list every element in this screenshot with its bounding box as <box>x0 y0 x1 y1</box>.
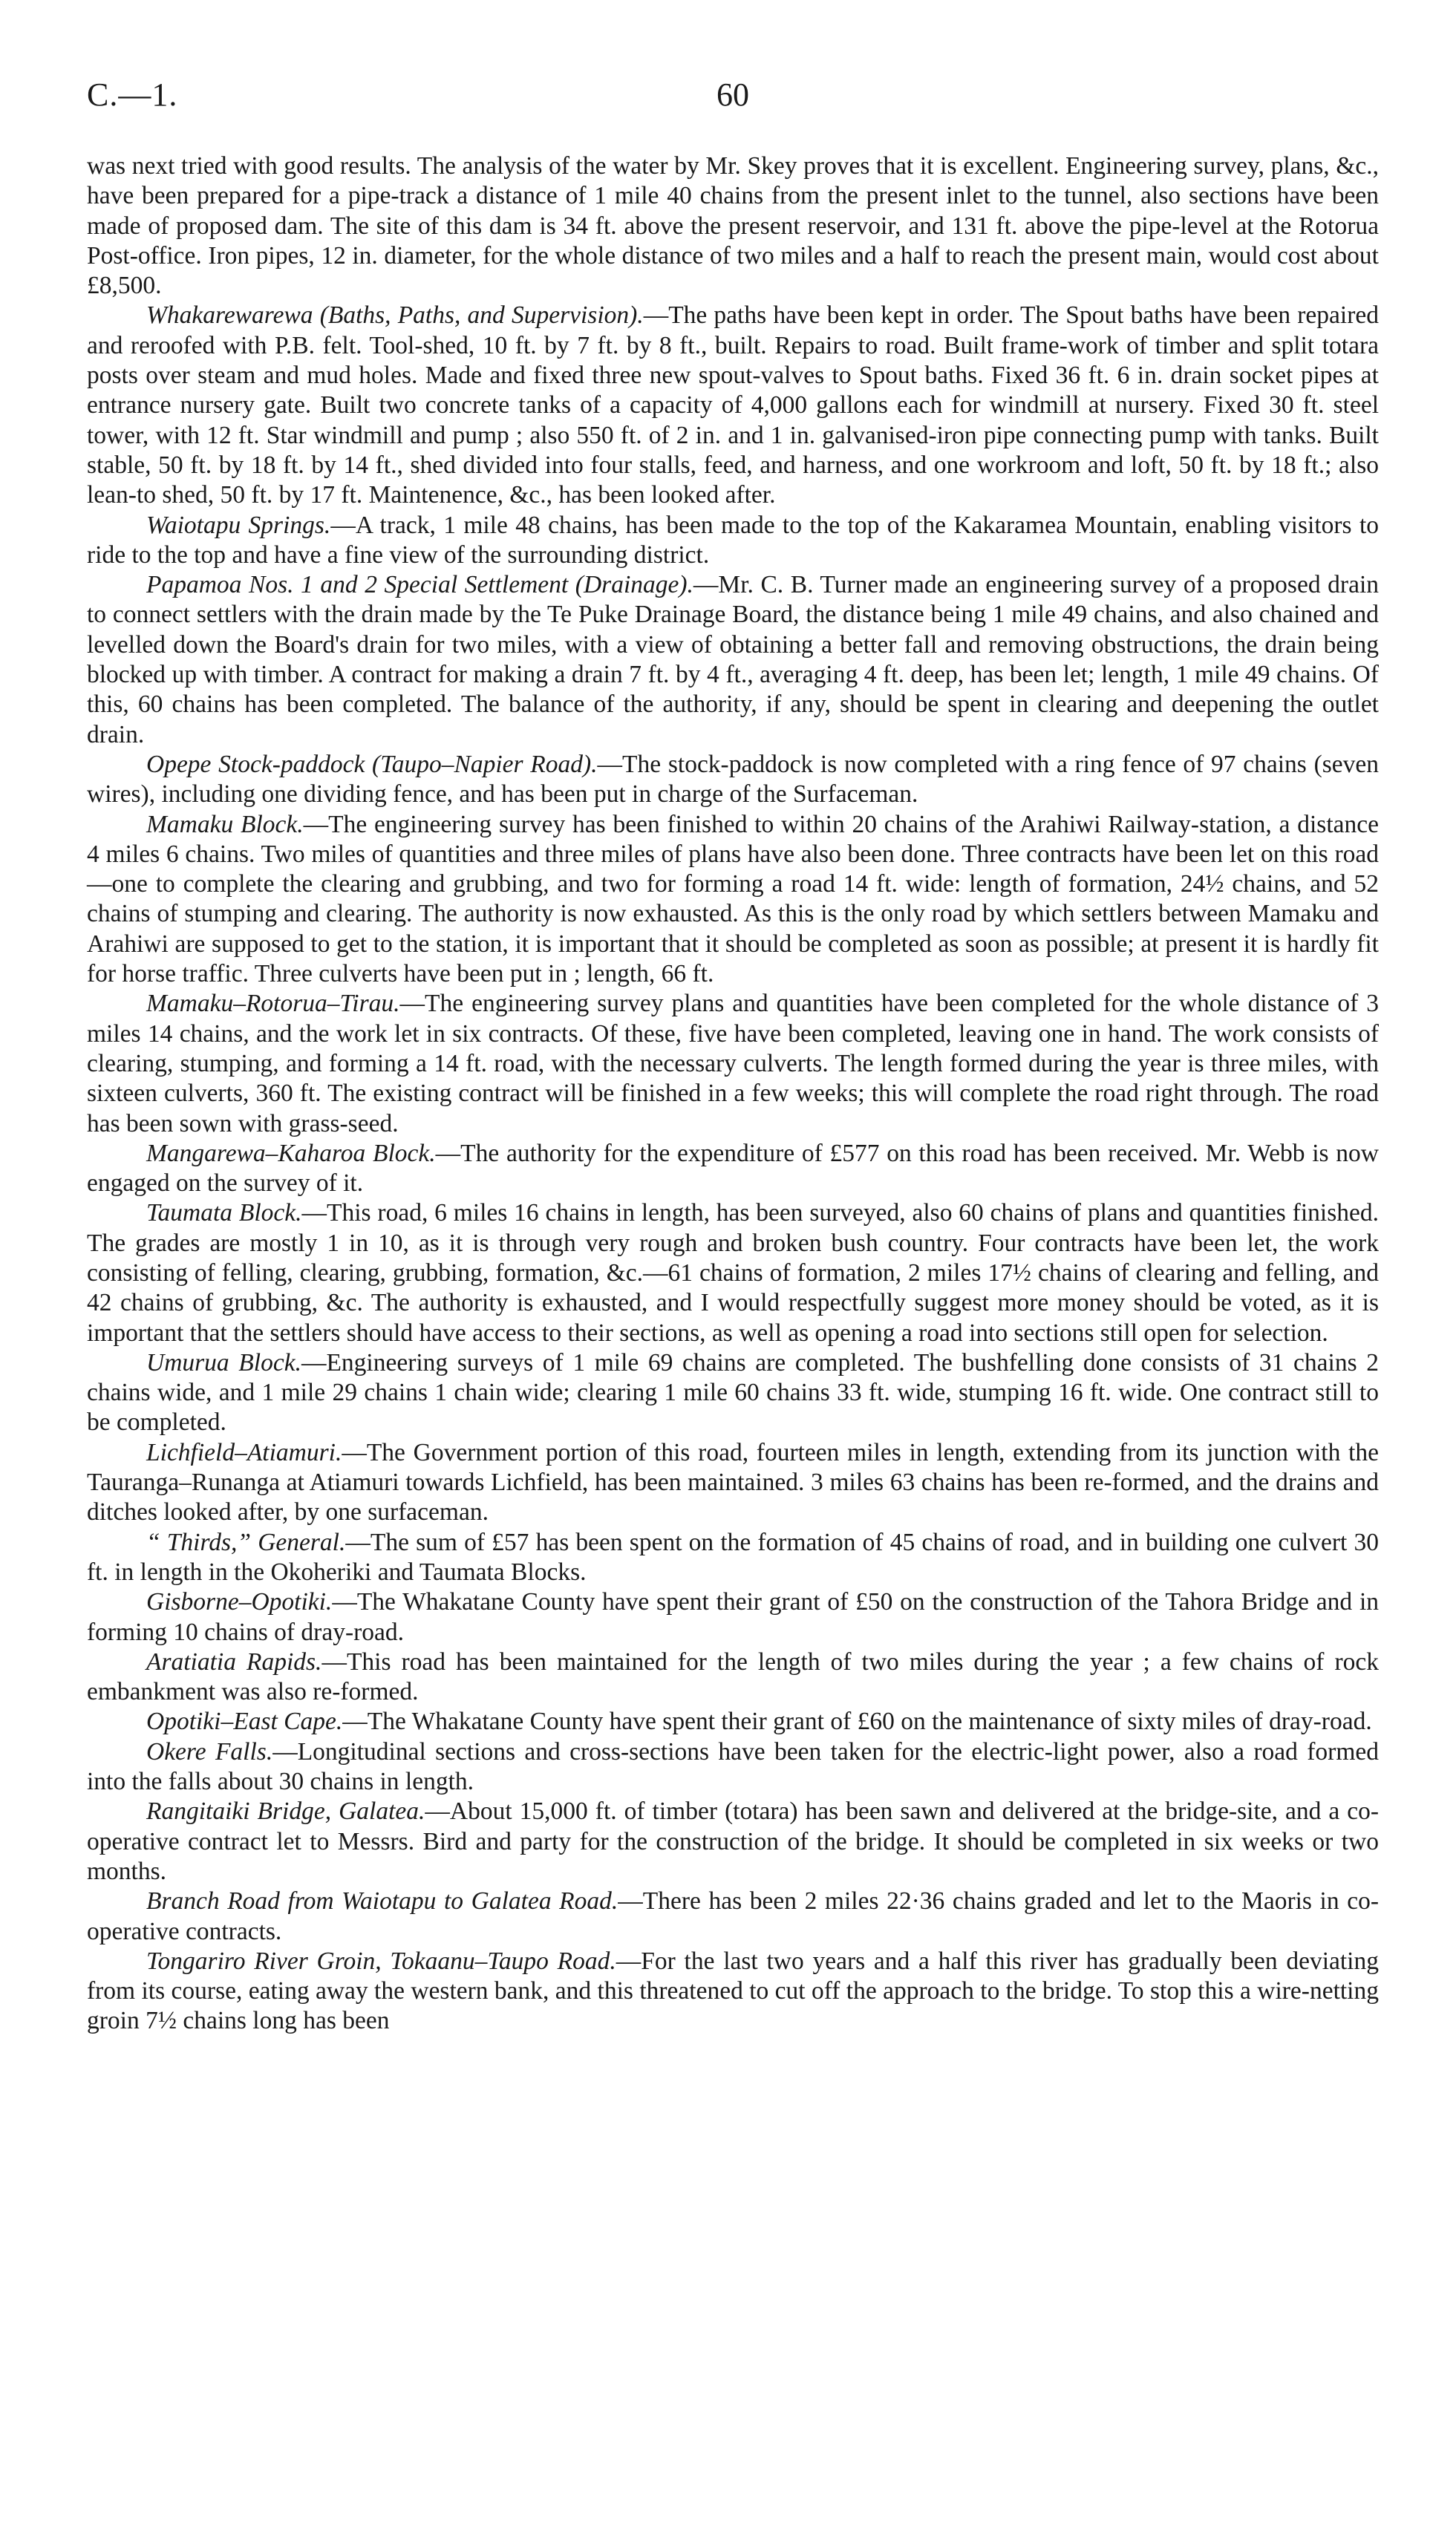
section-heading: Taumata Block. <box>146 1199 302 1227</box>
body-text <box>87 151 1379 2037</box>
paragraph-text: —About 15,000 ft. of timber (totara) has been sawn and delivered at the bridge-site, and a co-operative contract let to Messrs. Bird and party for the construction of the bridge. It should be completed in six weeks or two months. <box>87 1797 1380 1885</box>
paragraph-continuation <box>87 151 1379 301</box>
paragraph-aratiatia-rapids <box>87 1648 1379 1708</box>
paragraph-text: —The paths have been kept in order. The Spout baths have been repaired and reroofed with P.B. felt. Tool-shed, 10 ft. by 7 ft. by 8 ft., built. Repairs to road. Built frame-work of timber and split totara posts over steam and mud holes. Made and fixed three new spout-valves to Spout baths. Fixed 36 ft. 6 in. drain socket pipes at entrance nursery gate. Built two concrete tanks of a capacity of 4,000 gallons each for windmill at nursery. Fixed 30 ft. steel tower, with 12 ft. Star windmill and pump ; also 550 ft. of 2 in. and 1 in. galvanised-iron pipe connecting pump with tanks. Built stable, 50 ft. by 18 ft. by 14 ft., shed divided into four stalls, feed, and harness, and one workroom and loft, 50 ft. by 18 ft.; also lean-to shed, 50 ft. by 17 ft. Maintenence, &c., has been looked after. <box>87 301 1379 509</box>
paragraph-rangitaiki-bridge <box>87 1797 1379 1887</box>
paragraph-opepe <box>87 750 1379 810</box>
paragraph-text: —The Whakatane County have spent their grant of £60 on the maintenance of sixty miles of dray-road. <box>342 1708 1372 1736</box>
paragraph-thirds-general <box>87 1528 1379 1588</box>
paragraph-text: —For the last two years and a half this river has gradually been deviating from its course, eating away the western bank, and this threatened to cut off the approach to the bridge. To stop this a wire-netting groin 7½ chains long has been <box>87 1947 1379 2035</box>
section-heading: Lichfield–Atiamuri. <box>146 1438 342 1466</box>
paragraph-text: —A track, 1 mile 48 chains, has been made to the top of the Kakaramea Mountain, enabling visitors to ride to the top and have a fine view of the surrounding district. <box>87 511 1379 569</box>
section-heading: Mamaku–Rotorua–Tirau. <box>146 990 400 1018</box>
paragraph-okere-falls <box>87 1737 1379 1797</box>
paragraph-text: —This road has been maintained for the length of two miles during the year ; a few chains of rock embankment was also re-formed. <box>87 1648 1379 1706</box>
section-heading: Waiotapu Springs. <box>146 511 331 539</box>
paragraph-text: —The Whakatane County have spent their grant of £50 on the construction of the Tahora Bridge and in forming 10 chains of dray-road. <box>87 1588 1379 1646</box>
section-heading: Opotiki–East Cape. <box>146 1708 343 1736</box>
section-heading: Okere Falls. <box>146 1737 273 1766</box>
paragraph-text: —Longitudinal sections and cross-sections have been taken for the electric-light power, also a road formed into the falls about 30 chains in length. <box>87 1737 1379 1796</box>
paragraph-taumata-block <box>87 1198 1379 1348</box>
paragraph-umurua-block <box>87 1348 1379 1438</box>
page-number: 60 <box>716 76 749 113</box>
document-reference: C.—1. <box>87 76 178 113</box>
paragraph-whakarewarewa <box>87 301 1379 510</box>
paragraph-text: —The sum of £57 has been spent on the formation of 45 chains of road, and in building one culvert 30 ft. in length in the Okoheriki and Taumata Blocks. <box>87 1528 1379 1586</box>
paragraph-branch-road <box>87 1887 1379 1947</box>
section-heading: Whakarewarewa (Baths, Paths, and Supervision). <box>146 301 644 330</box>
paragraph-text: —The engineering survey plans and quantities have been completed for the whole distance of 3 miles 14 chains, and the work let in six contracts. Of these, five have been completed, leaving one in hand. The work consists of clearing, stumping, and forming a 14 ft. road, with the necessary culverts. The length formed during the year is three miles, with sixteen culverts, 360 ft. The existing contract will be finished in a few weeks; this will complete the road right through. The road has been sown with grass-seed. <box>87 990 1379 1137</box>
paragraph-text: —The engineering survey has been finished to within 20 chains of the Arahiwi Railway-station, a distance 4 miles 6 chains. Two miles of quantities and three miles of plans have also been done. Three contracts have been let on this road—one to complete the clearing and grubbing, and two for forming a road 14 ft. wide: length of formation, 24½ chains, and 52 chains of stumping and clearing. The authority is now exhausted. As this is the only road by which settlers between Mamaku and Arahiwi are supposed to get to the station, it is important that it should be completed as soon as possible; at present it is hardly fit for horse traffic. Three culverts have been put in ; length, 66 ft. <box>87 810 1379 988</box>
paragraph-text: —The Government portion of this road, fourteen miles in length, extending from its junction with the Tauranga–Runanga at Atiamuri towards Lichfield, has been maintained. 3 miles 63 chains has been re-formed, and the drains and ditches looked after, by one surfaceman. <box>87 1438 1379 1526</box>
paragraph-text: —The stock-paddock is now completed with a ring fence of 97 chains (seven wires), including one dividing fence, and has been put in charge of the Surfaceman. <box>87 750 1379 809</box>
document-page <box>87 0 1379 2534</box>
paragraph-tongariro-groin <box>87 1947 1379 2037</box>
paragraph-opotiki-east-cape <box>87 1707 1379 1737</box>
section-heading: Opepe Stock-paddock (Taupo–Napier Road). <box>146 750 598 778</box>
section-heading: Mangarewa–Kaharoa Block. <box>146 1139 436 1167</box>
section-heading: Gisborne–Opotiki. <box>146 1588 333 1616</box>
paragraph-text: —The authority for the expenditure of £577 on this road has been received. Mr. Webb is now engaged on the survey of it. <box>87 1139 1380 1198</box>
paragraph-text: —Engineering surveys of 1 mile 69 chains are completed. The bushfelling done consists of 31 chains 2 chains wide, and 1 mile 29 chains 1 chain wide; clearing 1 mile 60 chains 33 ft. wide, stumping 16 ft. wide. One contract still to be completed. <box>87 1348 1379 1437</box>
paragraph-gisborne-opotiki <box>87 1587 1379 1648</box>
section-heading: Mamaku Block. <box>146 810 304 838</box>
page-header <box>87 76 1379 120</box>
paragraph-text: —This road, 6 miles 16 chains in length, has been surveyed, also 60 chains of plans and quantities finished. The grades are mostly 1 in 10, as it is through very rough and broken bush country. Four contracts have been let, the work consisting of felling, clearing, grubbing, formation, &c.—61 chains of formation, 2 miles 17½ chains of clearing and felling, and 42 chains of grubbing, &c. The authority is exhausted, and I would respectfully suggest more money should be voted, as it is important that the settlers should have access to their sections, as well as opening a road into sections still open for selection. <box>87 1199 1379 1347</box>
section-heading: Umurua Block. <box>146 1348 301 1377</box>
section-heading: Rangitaiki Bridge, Galatea. <box>146 1797 425 1826</box>
paragraph-mangarewa-kaharoa <box>87 1139 1379 1199</box>
section-heading: Papamoa Nos. 1 and 2 Special Settlement (Drainage). <box>146 571 693 599</box>
section-heading: Branch Road from Waiotapu to Galatea Road. <box>146 1887 618 1916</box>
section-heading: Tongariro River Groin, Tokaanu–Taupo Road. <box>146 1947 616 1975</box>
paragraph-text: —Mr. C. B. Turner made an engineering survey of a proposed drain to connect settlers with the drain made by the Te Puke Drainage Board, the distance being 1 mile 49 chains, and also chained and levelled down the Board's drain for two miles, with a view of obtaining a better fall and removing obstructions, the drain being blocked up with timber. A contract for making a drain 7 ft. by 4 ft., averaging 4 ft. deep, has been let; length, 1 mile 49 chains. Of this, 60 chains has been completed. The balance of the authority, if any, should be spent in clearing and deepening the outlet drain. <box>87 571 1379 748</box>
paragraph-text: —There has been 2 miles 22·36 chains graded and let to the Maoris in co-operative contracts. <box>87 1887 1379 1945</box>
paragraph-waiotapu-springs <box>87 511 1379 571</box>
paragraph-mamaku-rotorua-tirau <box>87 989 1379 1138</box>
section-heading: “ Thirds,” General. <box>146 1528 346 1556</box>
paragraph-papamoa <box>87 570 1379 750</box>
section-heading: Aratiatia Rapids. <box>146 1648 322 1676</box>
paragraph-text: was next tried with good results. The analysis of the water by Mr. Skey proves that it is excellent. Engineering survey, plans, &c., have been prepared for a pipe-track a distance of 1 mile 40 chains from the present inlet to the tunnel, also sections have been made of proposed dam. The site of this dam is 34 ft. above the present reservoir, and 131 ft. above the pipe-level at the Rotorua Post-office. Iron pipes, 12 in. diameter, for the whole distance of two miles and a half to reach the present main, would cost about £8,500. <box>87 152 1379 300</box>
paragraph-mamaku-block <box>87 810 1379 990</box>
paragraph-lichfield-atiamuri <box>87 1438 1379 1528</box>
